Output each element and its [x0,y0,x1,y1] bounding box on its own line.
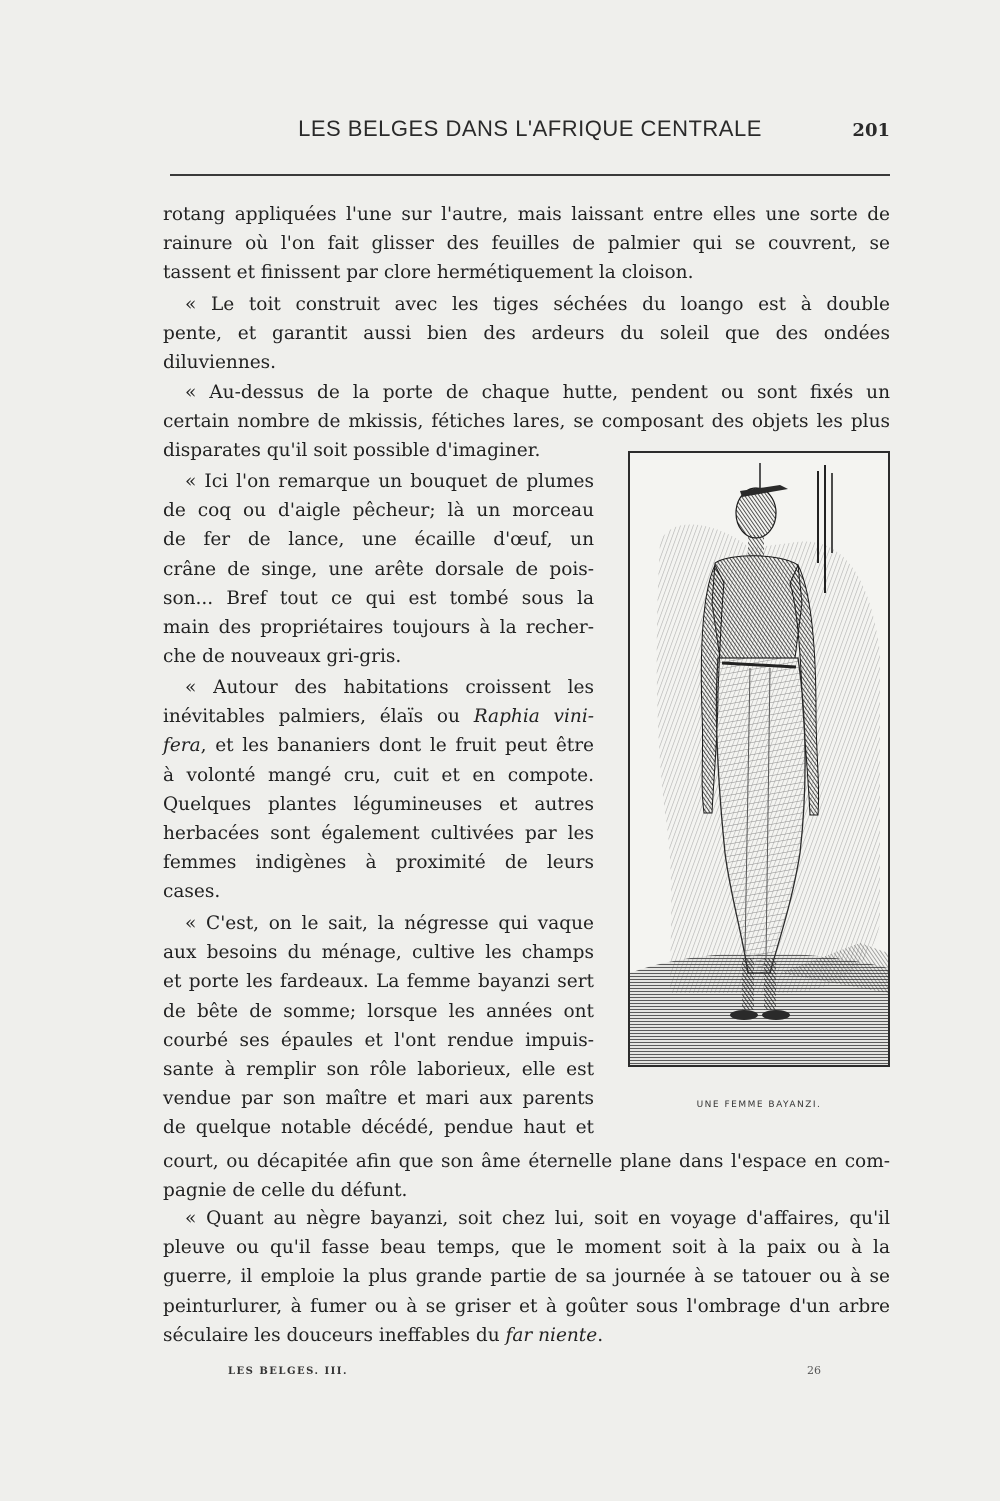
text-line: cases. [163,881,221,903]
paragraph-2 [163,290,890,378]
text-line: « Le toit construit avec les tiges séchées du loango est à double [185,294,890,315]
text-line: pagnie de celle du défunt. [163,1180,408,1202]
paragraph-5 [163,673,594,907]
text-line: « Autour des habitations croissent les [185,677,594,698]
text-run: . [597,1324,604,1346]
paragraph-4 [163,467,594,671]
text-line: rainure où l'on fait glisser des feuilles de palmier qui se couvrent, se [163,233,890,255]
text-line: rotang appliquées l'une sur l'autre, mais laissant entre elles une sorte de [163,204,890,225]
sheet-number: 26 [807,1364,821,1377]
paragraph-1 [163,200,890,288]
text-line: « Quant au nègre bayanzi, soit chez lui, soit en voyage d'affaires, qu'il [185,1208,890,1229]
paragraph-6-narrow [163,909,594,1143]
figure-caption: UNE FEMME BAYANZI. [696,1100,822,1110]
italic-run: far niente [505,1324,598,1346]
text-line: Quelques plantes légumineuses et autres [163,793,594,815]
running-title: LES BELGES DANS L'AFRIQUE CENTRALE [298,116,762,141]
text-line: diluviennes. [163,352,277,374]
page-number: 201 [852,120,890,141]
text-run: , et les bananiers dont le fruit peut être [200,735,594,757]
running-head [170,116,890,146]
text-line: peinturlurer, à fumer ou à se griser et à goûter sous l'ombrage d'un arbre [163,1295,890,1317]
text-line [163,1321,890,1350]
woman-engraving-illustration [630,453,888,1065]
text-line: de bête de somme; lorsque les années ont [163,1000,594,1022]
text-line: disparates qu'il soit possible d'imaginer. [163,440,541,462]
signature-mark: LES BELGES. III. [228,1366,348,1377]
text-line: à volonté mangé cru, cuit et en compote. [163,764,594,786]
text-line: certain nombre de mkissis, fétiches lares, se composant des objets les plus [163,411,890,433]
text-line: courbé ses épaules et l'ont rendue impuis- [163,1029,594,1051]
text-line: court, ou décapitée afin que son âme éternelle plane dans l'espace en com- [163,1151,890,1172]
text-line: son... Bref tout ce qui est tombé sous la [163,587,594,609]
text-line: de coq ou d'aigle pêcheur; là un morceau [163,500,594,522]
paragraph-6-full [163,1147,890,1205]
text-line: de fer de lance, une écaille d'œuf, un [163,529,594,551]
engraving-figure [628,451,890,1067]
text-run: inévitables palmiers, élaïs ou [163,706,474,728]
text-line: et porte les fardeaux. La femme bayanzi sert [163,971,594,993]
text-line: aux besoins du ménage, cultive les champs [163,942,594,964]
text-line: « Au-dessus de la porte de chaque hutte, pendent ou sont fixés un [185,382,890,403]
italic-run: Raphia vini- [473,706,594,728]
text-line: « Ici l'on remarque un bouquet de plumes [185,471,594,492]
text-line: vendue par son maître et mari aux parents [163,1088,594,1110]
header-rule [170,174,890,176]
text-line: pente, et garantit aussi bien des ardeurs du soleil que des ondées [163,323,890,345]
paragraph-7 [163,1204,890,1350]
text-line [163,702,594,731]
text-line: che de nouveaux gri-gris. [163,646,402,668]
text-line: herbacées sont également cultivées par les [163,822,594,844]
italic-run: fera [163,735,201,757]
text-line: crâne de singe, une arête dorsale de pois- [163,558,594,580]
text-run: séculaire les douceurs ineffables du [163,1324,506,1346]
text-line: guerre, il emploie la plus grande partie de sa journée à se tatouer ou à se [163,1266,890,1288]
text-line: sante à remplir son rôle laborieux, elle est [163,1058,594,1080]
text-line: main des propriétaires toujours à la recher- [163,616,594,638]
text-line [163,731,594,760]
text-line: femmes indigènes à proximité de leurs [163,852,594,874]
text-line: de quelque notable décédé, pendue haut et [163,1117,594,1139]
text-line: pleuve ou qu'il fasse beau temps, que le moment soit à la paix ou à la [163,1237,890,1259]
text-line: « C'est, on le sait, la négresse qui vaque [185,913,594,934]
text-line: tassent et finissent par clore hermétiquement la cloison. [163,262,694,284]
